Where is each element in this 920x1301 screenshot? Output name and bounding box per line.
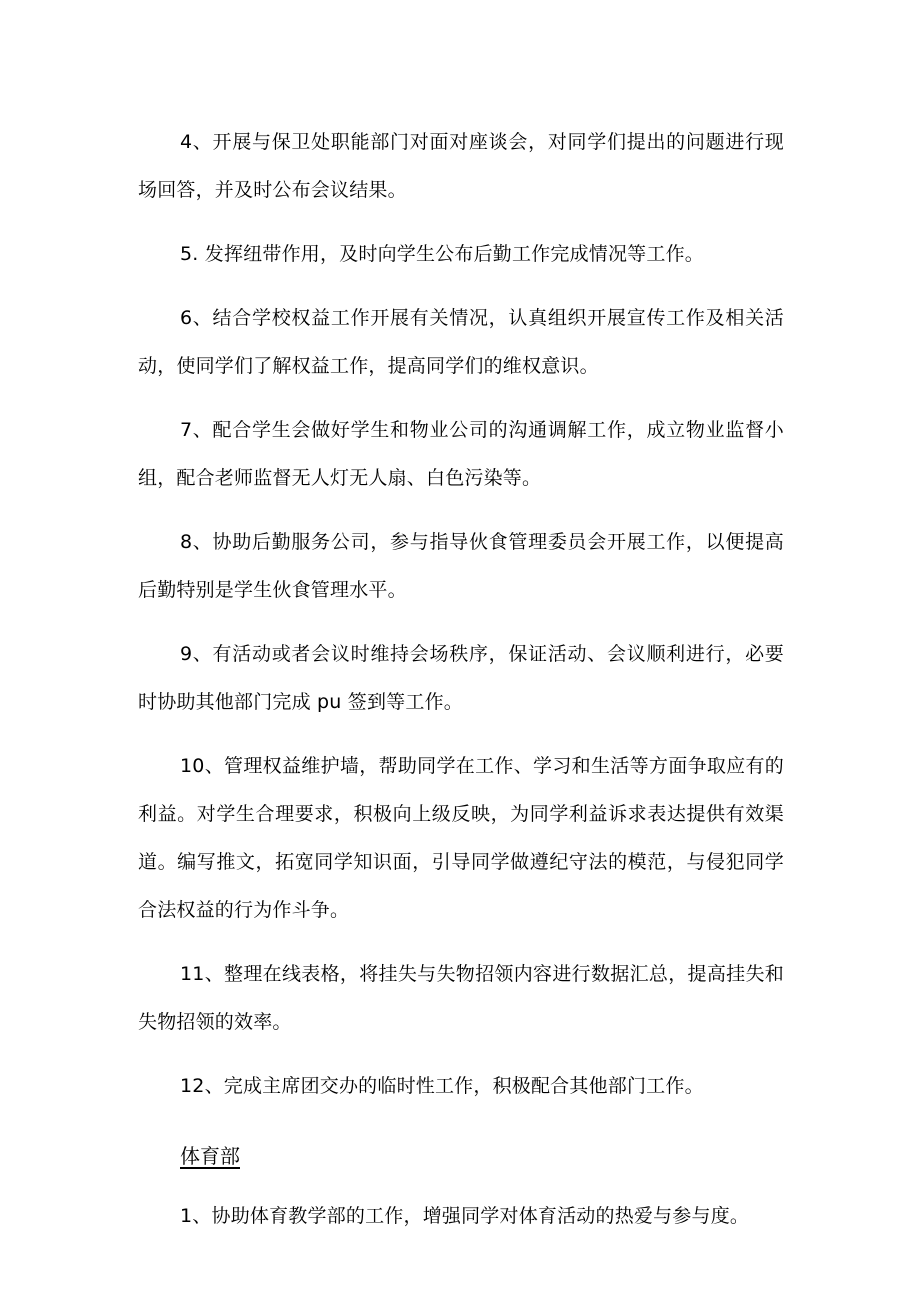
paragraph-item-8: 8、协助后勤服务公司，参与指导伙食管理委员会开展工作，以便提高后勤特别是学生伙食管理水平。 xyxy=(138,531,784,601)
paragraph-item-12: 12、完成主席团交办的临时性工作，积极配合其他部门工作。 xyxy=(180,1075,704,1097)
paragraph-item-11: 11、整理在线表格，将挂失与失物招领内容进行数据汇总，提高挂失和失物招领的效率。 xyxy=(138,963,784,1033)
paragraph-item-10: 10、管理权益维护墙，帮助同学在工作、学习和生活等方面争取应有的利益。对学生合理要求，积极向上级反映，为同学利益诉求表达提供有效渠道。编写推文，拓宽同学知识面，引导同学做遵纪守法的模范，与侵犯同学合法权益的行为作斗争。 xyxy=(138,755,784,921)
section-paragraph-1: 1、协助体育教学部的工作，增强同学对体育活动的热爱与参与度。 xyxy=(180,1205,750,1227)
paragraph-item-5: 5. 发挥纽带作用，及时向学生公布后勤工作完成情况等工作。 xyxy=(180,243,704,265)
paragraph-item-6: 6、结合学校权益工作开展有关情况，认真组织开展宣传工作及相关活动，使同学们了解权益工作，提高同学们的维权意识。 xyxy=(138,307,784,377)
document-body xyxy=(138,118,784,1264)
section-heading-sports: 体育部 xyxy=(180,1144,240,1168)
paragraph-item-9: 9、有活动或者会议时维持会场秩序，保证活动、会议顺利进行，必要时协助其他部门完成 pu 签到等工作。 xyxy=(138,643,784,713)
paragraph-item-7: 7、配合学生会做好学生和物业公司的沟通调解工作，成立物业监督小组，配合老师监督无人灯无人扇、白色污染等。 xyxy=(138,419,784,489)
paragraph-item-4: 4、开展与保卫处职能部门对面对座谈会，对同学们提出的问题进行现场回答，并及时公布会议结果。 xyxy=(138,131,784,201)
